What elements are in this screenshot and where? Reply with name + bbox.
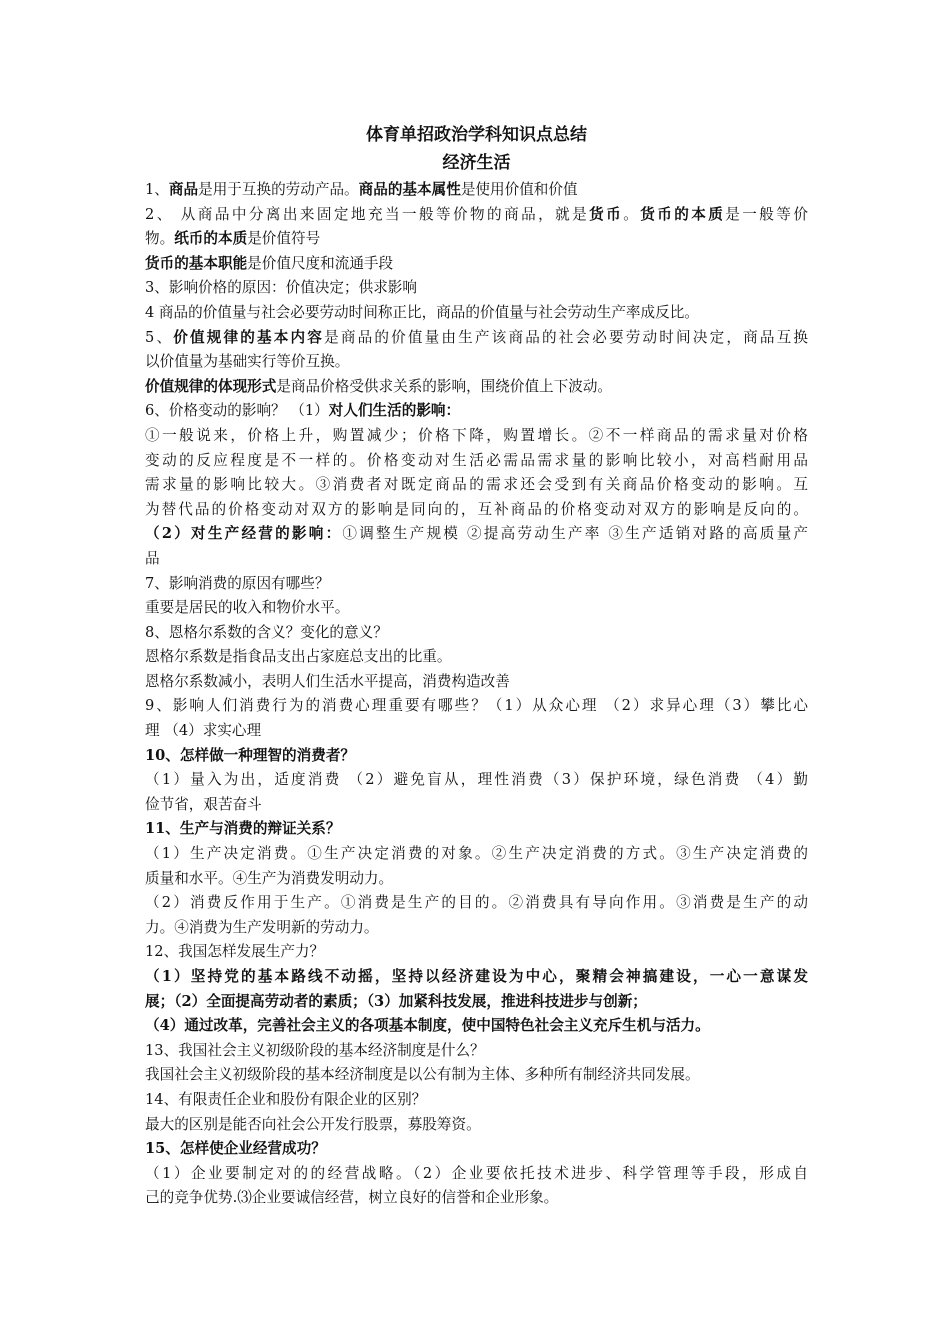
body-text: 1、 — [145, 181, 169, 198]
text-line — [145, 399, 808, 424]
body-text: 需求量的影响比较大。③消费者对既定商品的需求还会受到有关商品价格变动的影响。互 — [145, 476, 808, 494]
text-line — [145, 1063, 808, 1088]
text-line — [145, 1162, 808, 1187]
text-line — [145, 990, 808, 1015]
text-line — [145, 1088, 808, 1113]
text-line — [145, 1137, 808, 1162]
body-text: 俭节省，艰苦奋斗 — [145, 795, 262, 813]
text-line — [145, 498, 808, 523]
text-line — [145, 719, 808, 744]
document-title: 体育单招政治学科知识点总结 — [366, 125, 587, 145]
bold-text: 价值规律的体现形式 — [145, 377, 277, 395]
document-body — [145, 178, 808, 1211]
body-text: 3、影响价格的原因：价值决定；供求影响 — [145, 279, 417, 297]
body-text: 6、价格变动的影响？ （1） — [145, 402, 329, 420]
body-text: 是商品价格受供求关系的影响，围绕价值上下波动。 — [276, 377, 613, 395]
text-line — [145, 522, 808, 547]
text-line — [145, 793, 808, 818]
bold-text: 货币的本质 — [640, 205, 726, 223]
bold-text: 15、怎样使企业经营成功？ — [145, 1140, 326, 1158]
body-text: （1）量入为出，适度消费 （2）避免盲从，理性消费（3）保护环境，绿色消费 （4）勤 — [145, 771, 808, 789]
bold-text: 对人们生活的影响： — [328, 402, 461, 420]
body-text: 力。④消费为生产发明新的劳动力。 — [145, 918, 379, 936]
text-line — [145, 842, 808, 867]
text-line — [145, 670, 808, 695]
body-text: （2）消费反作用于生产。①消费是生产的目的。②消费具有导向作用。③消费是生产的动 — [145, 894, 808, 912]
text-line — [145, 1014, 808, 1039]
text-line — [145, 1113, 808, 1138]
body-text: 以价值量为基础实行等价互换。 — [145, 353, 350, 371]
body-text: 己的竞争优势.⑶企业要诚信经营，树立良好的信誉和企业形象。 — [145, 1189, 559, 1207]
text-line — [145, 473, 808, 498]
bold-text: 货币的基本职能 — [145, 254, 248, 272]
text-line — [145, 424, 808, 449]
bold-text: （2）对生产经营的影响： — [145, 525, 343, 543]
bold-text: （1）坚持党的基本路线不动摇，坚持以经济建设为中心，聚精会神搞建设，一心一意谋发 — [145, 968, 808, 985]
bold-text: 货币 — [589, 205, 624, 223]
text-line — [145, 867, 808, 892]
text-line — [145, 252, 808, 277]
bold-text: 价值规律的基本内容 — [173, 328, 325, 346]
text-line — [145, 1186, 808, 1211]
text-line — [145, 326, 808, 351]
body-text: ①调整生产规模 ②提高劳动生产率 ③生产适销对路的高质量产 — [342, 525, 808, 543]
body-text: 最大的区别是能否向社会公开发行股票，募股筹资。 — [145, 1115, 481, 1133]
bold-text: 10、怎样做一种理智的消费者？ — [145, 746, 356, 764]
text-line — [145, 744, 808, 769]
text-line — [145, 768, 808, 793]
body-text: 恩格尔系数是指食品支出占家庭总支出的比重。 — [145, 648, 452, 666]
body-text: 我国社会主义初级阶段的基本经济制度是以公有制为主体、多种所有制经济共同发展。 — [145, 1066, 700, 1084]
body-text: 是用于互换的劳动产品。 — [198, 181, 359, 198]
bold-text: 商品 — [168, 181, 199, 198]
text-line — [145, 916, 808, 941]
text-line — [145, 375, 808, 400]
body-text: 是价值尺度和流通手段 — [247, 254, 394, 272]
body-text: 9、影响人们消费行为的消费心理重要有哪些？（1）从众心理 （2）求异心理（3）攀比心 — [145, 697, 808, 715]
text-line — [145, 178, 808, 203]
text-line — [145, 572, 808, 597]
body-text: 7、影响消费的原因有哪些？ — [145, 574, 330, 592]
body-text: 恩格尔系数减小，表明人们生活水平提高，消费构造改善 — [145, 672, 510, 690]
text-line — [145, 621, 808, 646]
body-text: ①一般说来，价格上升，购置减少；价格下降，购置增长。②不一样商品的需求量对价格 — [145, 426, 808, 444]
text-line — [145, 203, 808, 228]
body-text: 12、我国怎样发展生产力？ — [145, 943, 325, 961]
text-line — [145, 449, 808, 474]
text-line — [145, 965, 808, 990]
text-line — [145, 301, 808, 326]
bold-text: （4）通过改革，完善社会主义的各项基本制度，使中国特色社会主义充斥生机与活力。 — [145, 1017, 710, 1035]
text-line — [145, 547, 808, 572]
text-line — [145, 596, 808, 621]
body-text: 是一般等价 — [725, 205, 808, 223]
body-text: （1）生产决定消费。①生产决定消费的对象。②生产决定消费的方式。③生产决定消费的 — [145, 845, 808, 863]
text-line — [145, 891, 808, 916]
body-text: 是使用价值和价值 — [460, 181, 578, 198]
text-line — [145, 645, 808, 670]
body-text: 13、我国社会主义初级阶段的基本经济制度是什么？ — [145, 1041, 485, 1059]
body-text: 变动的反应程度是不一样的。价格变动对生活必需品需求量的影响比较小，对高档耐用品 — [145, 451, 808, 469]
body-text: 5、 — [145, 328, 174, 346]
body-text: （1）企业要制定对的的经营战略。（2）企业要依托技术进步、科学管理等手段，形成自 — [145, 1164, 808, 1182]
body-text: 质量和水平。④生产为消费发明动力。 — [145, 869, 394, 887]
text-line — [145, 817, 808, 842]
body-text: 为替代品的价格变动对双方的影响是同向的，互补商品的价格变动对双方的影响是反向的。 — [145, 500, 808, 518]
text-line — [145, 940, 808, 965]
body-text: 。 — [623, 205, 641, 223]
body-text: 8、恩格尔系数的含义？变化的意义？ — [145, 623, 388, 641]
body-text: 4 商品的价值量与社会必要劳动时间称正比，商品的价值量与社会劳动生产率成反比。 — [145, 303, 699, 321]
text-line — [145, 350, 808, 375]
text-line — [145, 1039, 808, 1064]
body-text: 2、 从商品中分离出来固定地充当一般等价物的商品，就是 — [145, 205, 590, 223]
bold-text: 11、生产与消费的辩证关系？ — [145, 820, 341, 838]
bold-text: 纸币的本质 — [174, 230, 248, 248]
bold-text: 商品的基本属性 — [358, 181, 461, 198]
text-line — [145, 276, 808, 301]
body-text: 是商品的价值量由生产该商品的社会必要劳动时间决定，商品互换 — [324, 328, 808, 346]
body-text: 理 （4）求实心理 — [145, 722, 262, 740]
bold-text: 展；（2）全面提高劳动者的素质；（3）加紧科技发展，推进科技进步与创新； — [145, 992, 647, 1010]
body-text: 品 — [145, 549, 160, 567]
body-text: 是价值符号 — [247, 230, 321, 248]
body-text: 14、有限责任企业和股份有限企业的区别？ — [145, 1090, 427, 1108]
text-line — [145, 694, 808, 719]
body-text: 物。 — [145, 230, 175, 248]
body-text: 重要是居民的收入和物价水平。 — [145, 599, 350, 617]
document-subtitle: 经济生活 — [442, 153, 511, 173]
text-line — [145, 227, 808, 252]
